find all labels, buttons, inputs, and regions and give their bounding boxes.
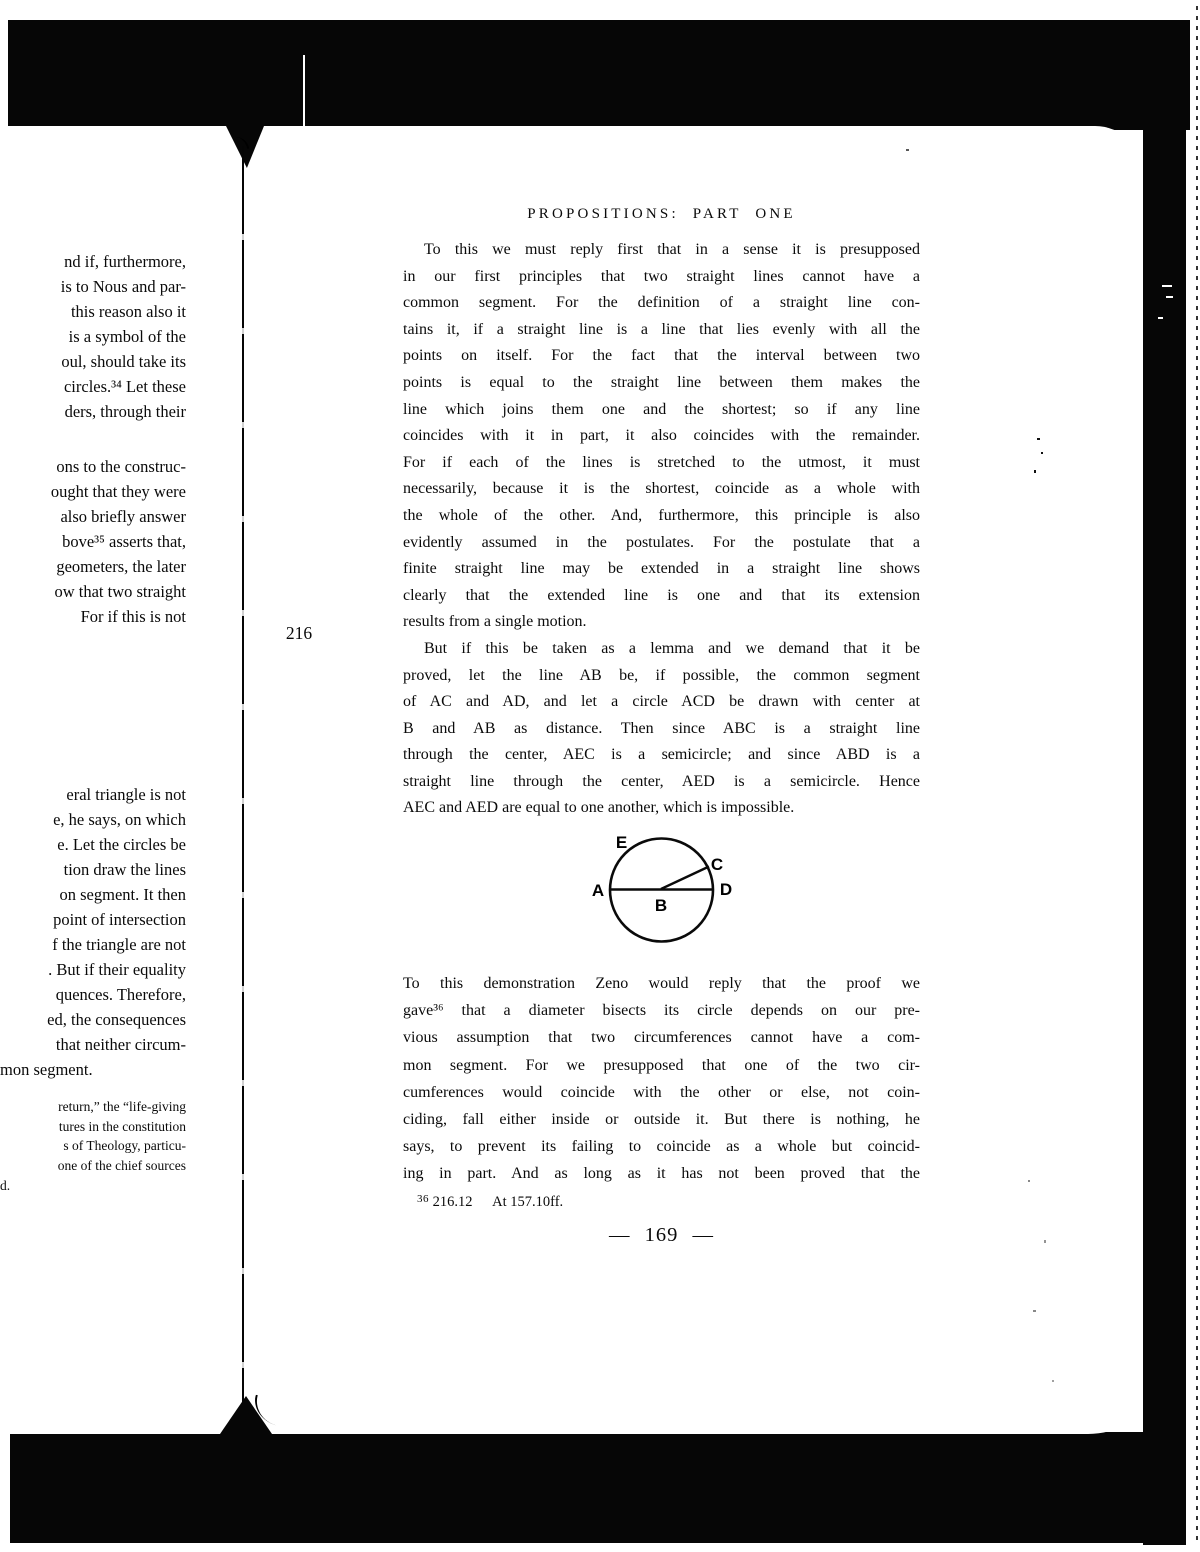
text-line: d.: [0, 1177, 11, 1193]
scan-speck: [1162, 285, 1172, 287]
text-line: . But if their equality: [48, 960, 186, 979]
diagram-radius-BC: [661, 867, 709, 890]
text-line: ders, through their: [64, 402, 186, 421]
text-line: cumferences would coincide with the other or else, not coin-: [403, 1083, 920, 1101]
footnote: [417, 1193, 563, 1211]
text-line: To this we must reply first that in a sense it is presupposed: [424, 241, 920, 258]
text-line: ons to the construc-: [56, 457, 186, 476]
text-line: For if this is not: [80, 607, 186, 626]
text-line: nd if, furthermore,: [64, 252, 186, 271]
text-line: gave³⁶ that a diameter bisects its circle depends on our pre-: [403, 1002, 920, 1020]
text-line: also briefly answer: [60, 507, 186, 526]
text-line: says, to prevent its failing to coincide as a whole but coincid-: [403, 1138, 920, 1156]
text-line: is a symbol of the: [68, 327, 186, 346]
scan-border-right: [1143, 20, 1186, 1545]
text-line: one of the chief sources: [57, 1158, 186, 1174]
scan-speck: [1034, 470, 1036, 473]
text-line: oul, should take its: [61, 352, 186, 371]
paragraph: [403, 970, 920, 1188]
left-page-text-fragment-group: [0, 454, 186, 629]
scan-speck: [1044, 1240, 1046, 1243]
text-line: tion draw the lines: [63, 860, 186, 879]
text-line: line which joins them one and the shortest; so if any line: [403, 400, 920, 418]
text-line: AEC and AED are equal to one another, which is impossible.: [403, 799, 795, 817]
scan-scratch: [303, 55, 305, 129]
text-line: proved, let the line AB be, if possible, the common segment: [403, 666, 920, 684]
circle-diagram: [585, 821, 743, 949]
scan-speck: [1166, 296, 1173, 298]
text-line: return,” the “life-giving: [58, 1099, 186, 1114]
text-line: mon segment.: [0, 1060, 93, 1079]
text-line: circles.³⁴ Let these: [63, 377, 186, 396]
diagram-label-A: A: [591, 881, 605, 900]
footnote-marker: 36: [417, 1193, 429, 1205]
left-page-text-fragment-group: [0, 782, 186, 1082]
diagram-label-B: B: [654, 896, 668, 915]
text-line: that neither circum-: [55, 1035, 186, 1054]
text-line: ed, the consequences: [47, 1010, 186, 1029]
text-line: f the triangle are not: [52, 935, 186, 954]
text-line: through the center, AEC is a semicircle; and since ABD is a: [403, 746, 920, 764]
paragraph: [403, 237, 920, 636]
text-line: bove³⁵ asserts that,: [62, 532, 186, 551]
text-line: To this demonstration Zeno would reply that the proof we: [403, 975, 920, 992]
scan-speck: [1158, 317, 1163, 319]
text-line: finite straight line may be extended in a straight line shows: [403, 560, 920, 578]
diagram-label-E: E: [615, 833, 628, 852]
scan-speck: [1028, 1180, 1030, 1182]
text-line: ow that two straight: [54, 582, 186, 601]
scan-border-bottom: [10, 1432, 1186, 1543]
text-line: points on itself. For the fact that the interval between two: [403, 347, 920, 365]
text-line: clearly that the extended line is one and that its extension: [403, 586, 920, 604]
margin-line-number: 216: [285, 623, 313, 643]
text-line: this reason also it: [70, 302, 186, 321]
scan-border-top: [8, 20, 1190, 130]
text-line: mon segment. For we presupposed that one of the two cir-: [403, 1056, 920, 1074]
text-line: For if each of the lines is stretched to the utmost, it must: [403, 453, 920, 471]
text-line: ing in part. And as long as it has not been proved that the: [403, 1165, 920, 1183]
text-line: But if this be taken as a lemma and we demand that it be: [424, 639, 920, 657]
scan-edge-noise: [1196, 6, 1198, 1540]
text-line: e. Let the circles be: [57, 835, 186, 854]
paragraph: [403, 636, 920, 822]
text-line: point of intersection: [53, 910, 186, 929]
text-line: of AC and AD, and let a circle ACD be drawn with center at: [403, 693, 920, 711]
gutter-line: [242, 146, 244, 1404]
text-line: ought that they were: [50, 482, 186, 501]
text-line: ciding, fall either inside or outside it. But there is nothing, he: [403, 1111, 920, 1129]
scan-speck: [1041, 452, 1043, 454]
text-line: is to Nous and par-: [60, 277, 186, 296]
text-line: evidently assumed in the postulates. For the postulate that a: [403, 533, 920, 551]
text-line: vious assumption that two circumferences cannot have a com-: [403, 1029, 920, 1047]
scan-speck: [1033, 1310, 1036, 1312]
diagram-label-D: D: [719, 880, 733, 899]
text-line: points is equal to the straight line between them makes the: [403, 373, 920, 391]
scan-speck: [906, 149, 909, 151]
text-line: s of Theology, particu-: [63, 1138, 186, 1154]
text-line: B and AB as distance. Then since ABC is a straight line: [403, 719, 920, 737]
body-text-block: [403, 237, 920, 822]
text-line: e, he says, on which: [53, 810, 186, 829]
diagram-label-C: C: [710, 855, 724, 874]
text-line: necessarily, because it is the shortest, coincide as a whole with: [403, 480, 920, 498]
text-line: on segment. It then: [59, 885, 186, 904]
text-line: quences. Therefore,: [55, 985, 186, 1004]
text-line: common segment. For the definition of a straight line con-: [403, 294, 920, 312]
text-line: coincides with it in part, it also coincides with the remainder.: [403, 427, 920, 445]
text-line: the whole of the other. And, furthermore, this principle is also: [403, 506, 920, 524]
text-line: eral triangle is not: [66, 785, 186, 804]
left-page-footnote-fragment-group: [0, 1097, 186, 1196]
body-text-block: [403, 970, 920, 1188]
footnote-ref: 216.12: [432, 1194, 473, 1210]
running-head: PROPOSITIONS: PART ONE: [527, 206, 796, 222]
text-line: results from a single motion.: [403, 613, 587, 631]
left-page-text-fragment-group: [0, 249, 186, 424]
text-line: straight line through the center, AED is a semicircle. Hence: [403, 772, 920, 790]
scan-speck: [1052, 1380, 1054, 1382]
scan-speck: [1037, 438, 1040, 440]
text-line: tains it, if a straight line is a line that lies evenly with all the: [403, 320, 920, 338]
text-line: in our first principles that two straight lines cannot have a: [403, 267, 920, 285]
footnote-source: At 157.10ff.: [492, 1194, 564, 1210]
page-number: — 169 —: [609, 1224, 714, 1246]
text-line: tures in the constitution: [58, 1118, 186, 1134]
text-line: geometers, the later: [56, 557, 186, 576]
